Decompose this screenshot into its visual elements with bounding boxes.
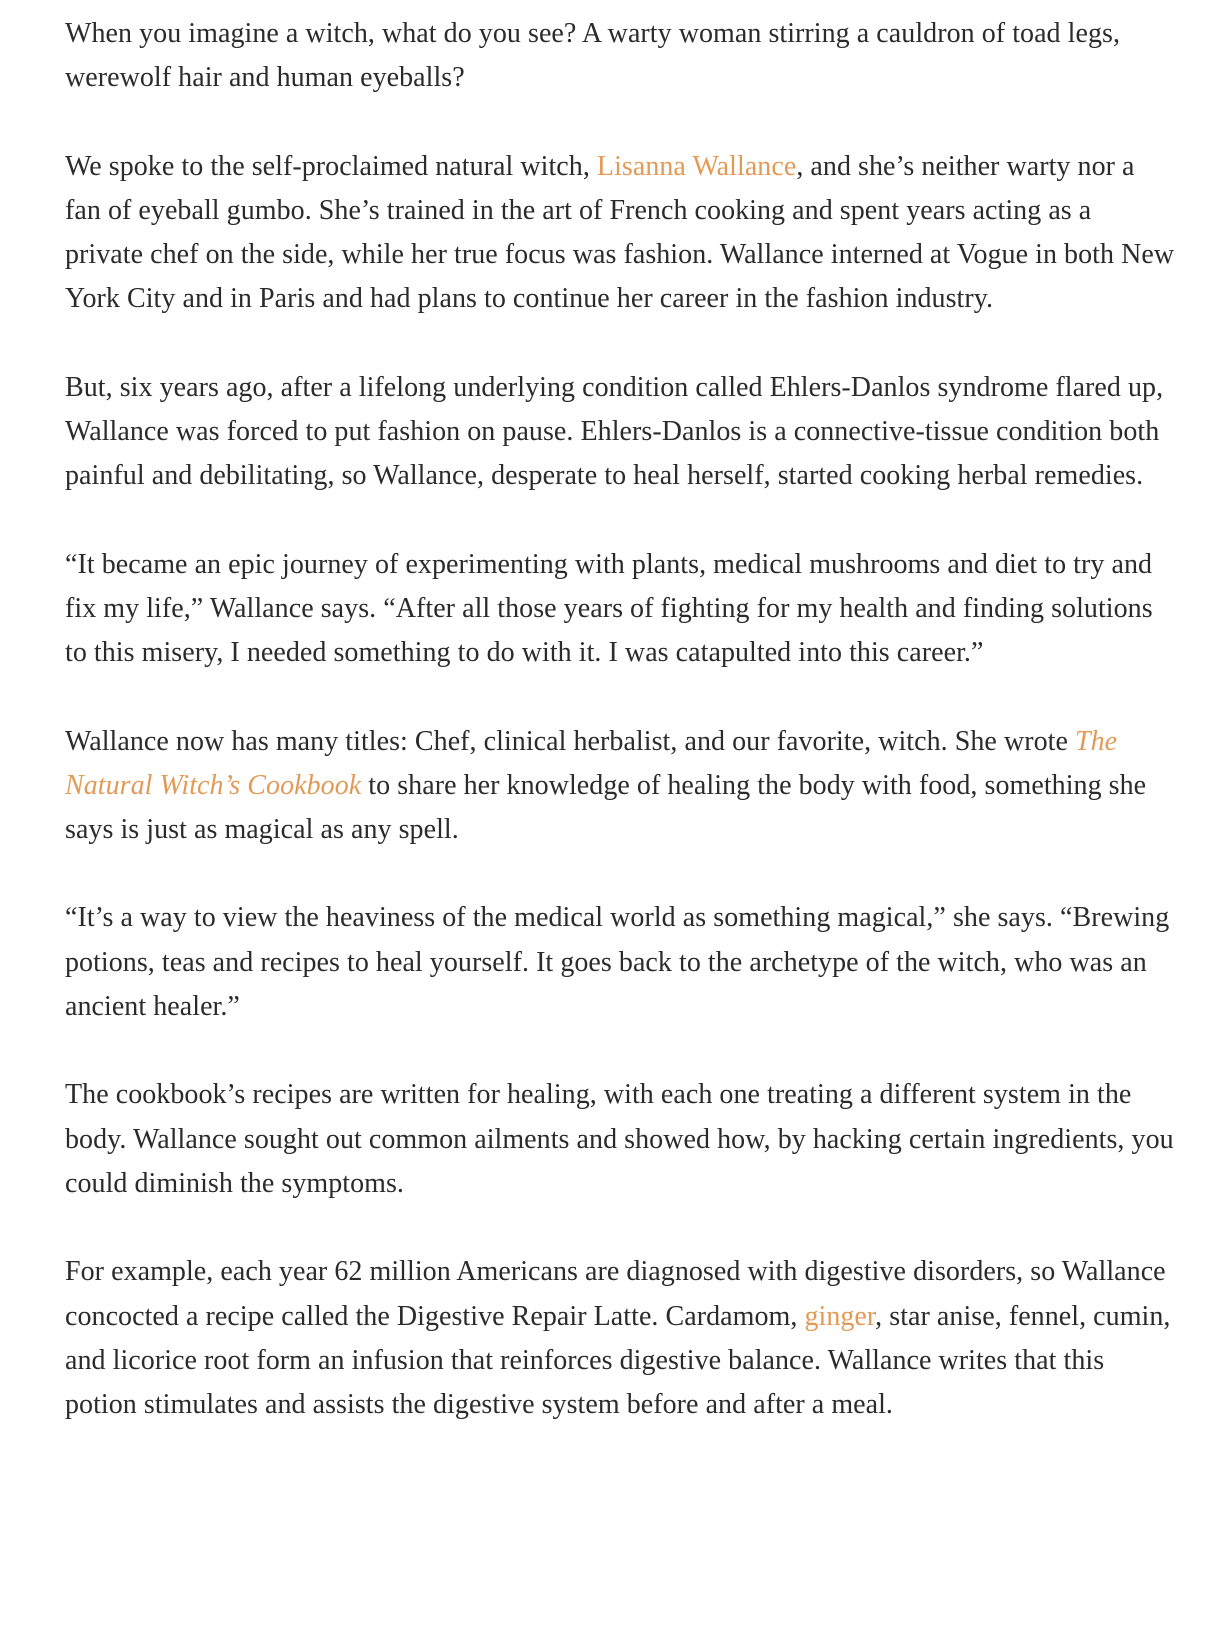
paragraph-example (65, 1250, 1175, 1427)
paragraph-quote-magic (65, 896, 1175, 1029)
paragraph-condition (65, 366, 1175, 499)
paragraph-text: The cookbook’s recipes are written for healing, with each one treating a different system in the body. Wallance sought out common ailments and showed how, by hacking certain ingredients, you could diminish the symptoms. (65, 1079, 1174, 1199)
paragraph-text-before: For example, each year 62 million Americans are diagnosed with digestive disorders, so Wallance concocted a recipe called the Digestive Repair Latte. Cardamom, (65, 1256, 1166, 1332)
ginger-link[interactable]: ginger (804, 1300, 876, 1332)
paragraph-titles (65, 720, 1175, 853)
paragraph-recipes (65, 1073, 1175, 1206)
paragraph-text-after: , star anise, fennel, cumin, and licorice root form an infusion that reinforces digestive balance. Wallance writes that this potion stimulates and assists the digestive system before and after a meal. (65, 1300, 1171, 1421)
paragraph-quote-journey (65, 543, 1175, 676)
paragraph-text: But, six years ago, after a lifelong underlying condition called Ehlers-Danlos syndrome flared up, Wallance was forced to put fashion on pause. Ehlers-Danlos is a connective-tissue condition both painful and debilitating, so Wallance, desperate to heal herself, started cooking herbal remedies. (65, 371, 1164, 492)
paragraph-text-before: We spoke to the self-proclaimed natural witch, (65, 150, 597, 182)
paragraph-background (65, 145, 1175, 322)
paragraph-text-before: Wallance now has many titles: Chef, clinical herbalist, and our favorite, witch. She wrote (65, 725, 1075, 757)
paragraph-text-after: , and she’s neither warty nor a fan of eyeball gumbo. She’s trained in the art of French cooking and spent years acting as a private chef on the side, while her true focus was fashion. Wallance interned at Vogue in both New York City and in Paris and had plans to continue her career in the fashion industry. (65, 150, 1175, 315)
paragraph-text: When you imagine a witch, what do you see? A warty woman stirring a cauldron of toad legs, werewolf hair and human eyeballs? (65, 18, 1121, 94)
cookbook-link[interactable]: The Natural Witch’s Cookbook (65, 725, 1118, 801)
lisanna-wallance-link[interactable]: Lisanna Wallance (596, 150, 797, 182)
paragraph-intro (65, 12, 1175, 101)
paragraph-text: “It’s a way to view the heaviness of the medical world as something magical,” she says. “Brewing potions, teas and recipes to heal yourself. It goes back to the archetype of the witch, who was an ancient healer.” (65, 902, 1170, 1023)
paragraph-text: “It became an epic journey of experimenting with plants, medical mushrooms and diet to try and fix my life,” Wallance says. “After all those years of fighting for my health and finding solutions to this misery, I needed something to do with it. I was catapulted into this career.” (65, 548, 1153, 669)
paragraph-text-after: to share her knowledge of healing the body with food, something she says is just as magical as any spell. (65, 769, 1147, 846)
article-body (65, 12, 1175, 1471)
